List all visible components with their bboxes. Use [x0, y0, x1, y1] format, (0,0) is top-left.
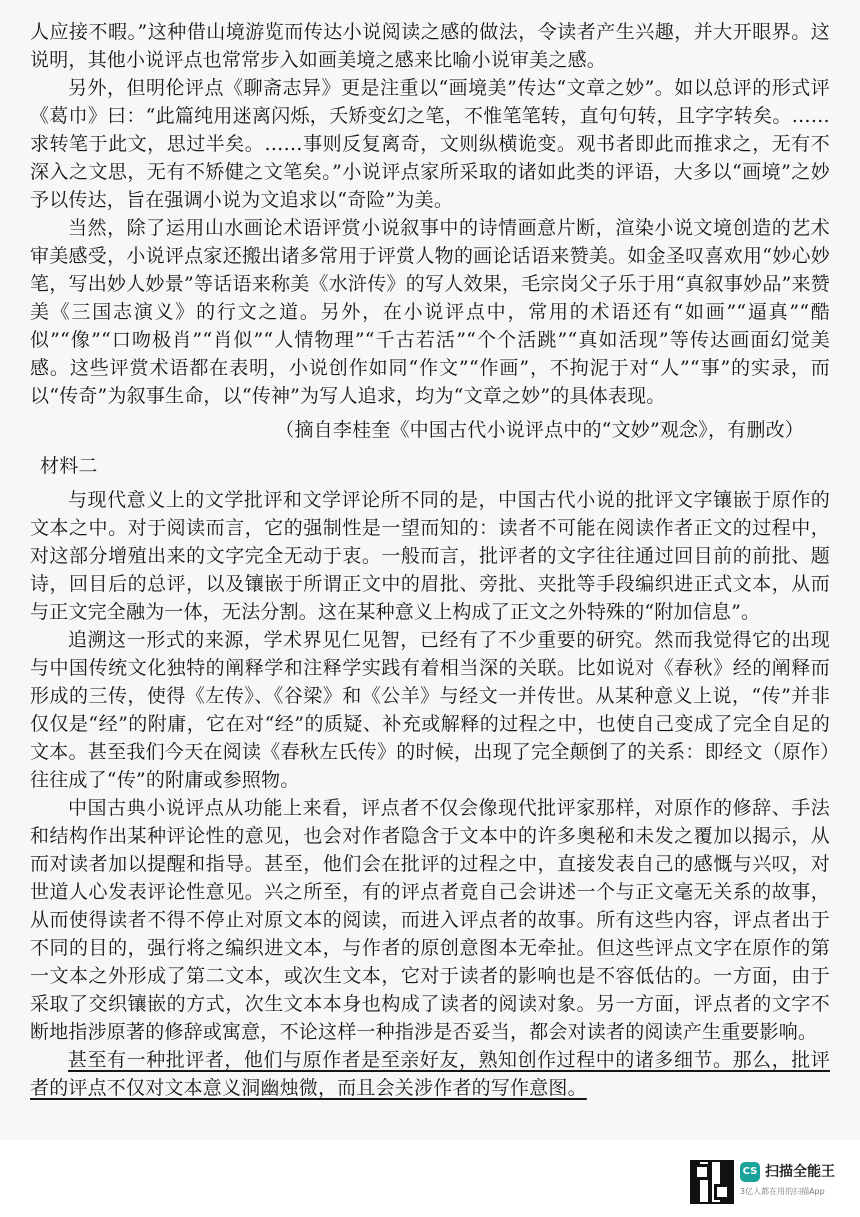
paragraph-3: 当然，除了运用山水画论术语评赏小说叙事中的诗情画意片断，渲染小说文境创造的艺术审美感受，小说评点家还搬出诸多常用于评赏人物的画论话语来赞美。如金圣叹喜欢用“妙心妙笔，写出妙人妙景”等话语来称美《水浒传》的写人效果，毛宗岗父子乐于用“真叙事妙品”来赞美《三国志演义》的行文之道。另外，在小说评点中，常用的术语还有“如画”“逼真”“酷似”“像”“口吻极肖”“肖似”“人情物理”“千古若活”“个个活跳”“真如活现”等传达画面幻觉美感。这些评赏术语都在表明，小说创作如同“作文”“作画”，不拘泥于对“人”“事”的实录，而以“传奇”为叙事生命，以“传神”为写人追求，均为“文章之妙”的具体表现。 — [30, 217, 830, 407]
source-citation: （摘自李桂奎《中国古代小说评点中的“文妙”观念》，有删改） — [275, 419, 804, 441]
brand-tagline: 3亿人都在用的扫描App — [740, 1187, 825, 1196]
paragraph-5: 追溯这一形式的来源，学术界见仁见智，已经有了不少重要的研究。然而我觉得它的出现与中国传统文化独特的阐释学和注释学实践有着相当深的关联。比如说对《春秋》经的阐释而形成的三传，使得《左传》、《谷梁》和《公羊》与经文一并传世。从某种意义上说，“传”并非仅仅是“经”的附庸，它在对“经”的质疑、补充或解释的过程之中，也使自己变成了完全自足的文本。甚至我们今天在阅读《春秋左氏传》的时候，出现了完全颠倒了的关系：即经文（原作）往往成了“传”的附庸或参照物。 — [30, 629, 830, 791]
scanner-watermark — [0, 1140, 860, 1217]
paragraph-4: 与现代意义上的文学批评和文学评论所不同的是，中国古代小说的批评文字镶嵌于原作的文本之中。对于阅读而言，它的强制性是一望而知的：读者不可能在阅读作者正文的过程中，对这部分增殖出来的文字完全无动于衷。一般而言，批评者的文字往往通过回目前的前批、题诗，回目后的总评，以及镶嵌于所谓正文中的眉批、旁批、夹批等手段编织进正式文本，从而与正文完全融为一体，无法分割。这在某种意义上构成了正文之外特殊的“附加信息”。 — [30, 489, 830, 623]
brand-name: 扫描全能王 — [765, 1164, 835, 1180]
paragraph-6: 中国古典小说评点从功能上来看，评点者不仅会像现代批评家那样，对原作的修辞、手法和结构作出某种评论性的意见，也会对作者隐含于文本中的许多奥秘和未发之覆加以揭示，从而对读者加以提醒和指导。甚至，他们会在批评的过程之中，直接发表自己的感慨与兴叹，对世道人心发表评论性意见。兴之所至，有的评点者竟自己会讲述一个与正文毫无关系的故事，从而使得读者不得不停止对原文本的阅读，而进入评点者的故事。所有这些内容，评点者出于不同的目的，强行将之编织进文本，与作者的原创意图本无牵扯。但这些评点文字在原作的第一文本之外形成了第二文本，或次生文本，它对于读者的影响也是不容低估的。一方面，由于采取了交织镶嵌的方式，次生文本本身也构成了读者的阅读对象。另一方面，评点者的文字不断地指涉原著的修辞或寓意，不论这样一种指涉是否妥当，都会对读者的阅读产生重要影响。 — [30, 797, 830, 1043]
document-body — [30, 18, 830, 1102]
section-heading: 材料二 — [40, 455, 98, 477]
paragraph-1: 人应接不暇。”这种借山境游览而传达小说阅读之感的做法，令读者产生兴趣，并大开眼界。这说明，其他小说评点也常常步入如画美境之感来比喻小说审美之感。 — [30, 21, 830, 71]
paragraph-2: 另外，但明伦评点《聊斋志异》更是注重以“画境美”传达“文章之妙”。如以总评的形式评《葛巾》曰：“此篇纯用迷离闪烁，夭矫变幻之笔，不惟笔笔转，直句句转，且字字转矣。……求转笔于此文，思过半矣。……事则反复离奇，文则纵横诡变。观书者即此而推求之，无有不深入之文思，无有不矫健之文笔矣。”小说评点家所采取的诸如此类的评语，大多以“画境”之妙予以传达，旨在强调小说为文追求以“奇险”为美。 — [30, 77, 830, 211]
camscanner-logo-icon: CS — [740, 1162, 760, 1182]
qr-code-icon — [690, 1160, 734, 1204]
underlined-paragraph: 甚至有一种批评者，他们与原作者是至亲好友，熟知创作过程中的诸多细节。那么，批评者的评点不仅对文本意义洞幽烛微，而且会关涉作者的写作意图。 — [30, 1049, 830, 1099]
